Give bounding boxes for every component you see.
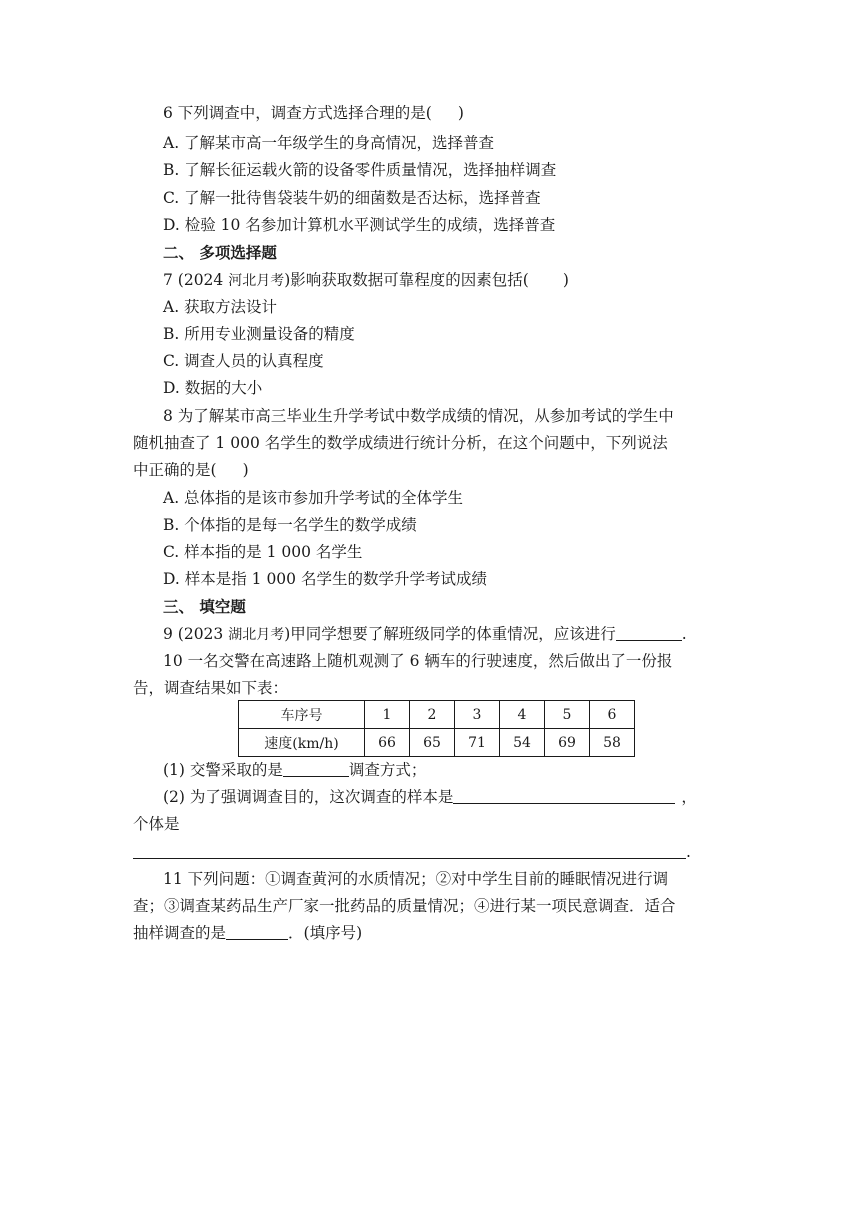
table-cell: 3 — [455, 701, 500, 729]
q8-line1: 8 为了解某市高三毕业生升学考试中数学成绩的情况，从参加考试的学生中 — [163, 407, 674, 425]
table-cell: 54 — [500, 729, 545, 757]
table-cell: 65 — [410, 729, 455, 757]
q8-line3: 中正确的是( ) — [133, 461, 249, 479]
table-cell: 6 — [590, 701, 635, 729]
table-cell: 69 — [545, 729, 590, 757]
q8-option-a: A. 总体指的是该市参加升学考试的全体学生 — [163, 489, 464, 507]
q10-individual-answer-blank[interactable] — [133, 841, 686, 859]
q7-option-c: C. 调查人员的认真程度 — [163, 352, 324, 370]
q6-option-c: C. 了解一批待售袋装牛奶的细菌数是否达标，选择普查 — [163, 189, 541, 207]
q7-stem: 7 (2024 河北月考)影响获取数据可靠程度的因素包括( ) — [163, 271, 569, 289]
table-row — [239, 729, 635, 757]
q6-option-b: B. 了解长征运载火箭的设备零件质量情况，选择抽样调查 — [163, 161, 557, 179]
table-cell: 71 — [455, 729, 500, 757]
q10-line2: 告，调查结果如下表： — [133, 679, 289, 697]
q11-line2: 查；③调查某药品生产厂家一批药品的质量情况；④进行某一项民意调查．适合 — [133, 897, 676, 915]
q10-part2-individual-label: 个体是 — [133, 815, 180, 833]
q6-option-d: D. 检验 10 名参加计算机水平测试学生的成绩，选择普查 — [163, 216, 556, 234]
q8-option-c: C. 样本指的是 1 000 名学生 — [163, 543, 363, 561]
q6-option-a: A. 了解某市高一年级学生的身高情况，选择普查 — [163, 134, 495, 152]
q7-option-a: A. 获取方法设计 — [163, 298, 278, 316]
q8-line2: 随机抽查了 1 000 名学生的数学成绩进行统计分析，在这个问题中，下列说法 — [133, 434, 668, 452]
q10-sample-answer-blank[interactable] — [453, 786, 675, 804]
q8-option-d: D. 样本是指 1 000 名学生的数学升学考试成绩 — [163, 570, 487, 588]
q8-option-b: B. 个体指的是每一名学生的数学成绩 — [163, 516, 417, 534]
speed-table — [238, 700, 635, 757]
q10-part1-answer-blank[interactable] — [283, 759, 349, 777]
table-cell: 58 — [590, 729, 635, 757]
q9-stem: 9 (2023 湖北月考)甲同学想要了解班级同学的体重情况，应该进行 . — [163, 625, 687, 643]
table-header-speed: 速度(km/h) — [239, 729, 365, 757]
section-fill-blank-heading: 三、 填空题 — [163, 597, 246, 616]
q9-answer-blank[interactable] — [616, 623, 682, 641]
q11-answer-blank[interactable] — [226, 922, 288, 940]
section-multiple-choice-heading: 二、 多项选择题 — [163, 243, 277, 262]
table-cell: 66 — [365, 729, 410, 757]
q10-individual-line: . — [133, 839, 733, 866]
q11-line3: 抽样调查的是 ．(填序号) — [133, 924, 363, 942]
q10-line1: 10 一名交警在高速路上随机观测了 6 辆车的行驶速度，然后做出了一份报 — [163, 652, 673, 670]
q6-stem: 6 下列调查中，调查方式选择合理的是( ) — [163, 104, 464, 122]
q7-option-d: D. 数据的大小 — [163, 379, 263, 397]
q7-option-b: B. 所用专业测量设备的精度 — [163, 325, 355, 343]
table-cell: 2 — [410, 701, 455, 729]
table-header-car-number: 车序号 — [239, 701, 365, 729]
q10-part2: (2) 为了强调调查目的，这次调查的样本是 ， — [163, 788, 697, 806]
table-cell: 4 — [500, 701, 545, 729]
q10-part1: (1) 交警采取的是 调查方式； — [163, 761, 427, 779]
table-cell: 5 — [545, 701, 590, 729]
table-cell: 1 — [365, 701, 410, 729]
table-row — [239, 701, 635, 729]
q11-line1: 11 下列问题：①调查黄河的水质情况；②对中学生目前的睡眠情况进行调 — [163, 870, 669, 888]
